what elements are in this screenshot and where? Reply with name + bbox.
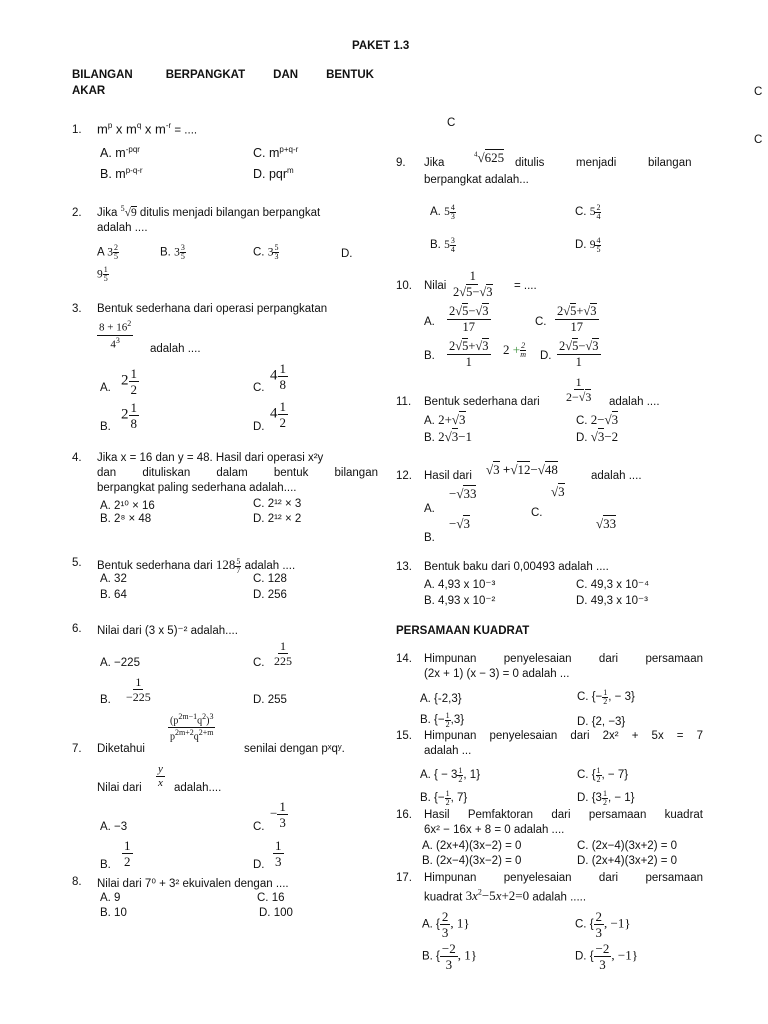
q6-number: 6. <box>72 623 82 635</box>
q10-option-a-value: $\frac{2√5-√3}{17}$ <box>449 304 489 334</box>
q1-option-d[interactable]: D. pqr$^m$ <box>253 166 294 182</box>
q16-stem-cont: 6x² − 16x + 8 = 0 adalah .... <box>424 824 565 836</box>
q17-option-a[interactable]: A. { $\frac{2}{3}$ , 1} <box>422 909 470 940</box>
q5-stem: Bentuk sederhana dari 128 $\frac{5}{7}$ adalah .... <box>97 557 296 576</box>
q17-option-d[interactable]: D. { $\frac{-2}{3}$ , −1} <box>575 941 638 972</box>
q3-option-b-value: 2 $\frac{1}{8}$ <box>121 400 137 431</box>
q13-number: 13. <box>396 561 412 573</box>
q2-option-b[interactable]: B. 3 $\frac{3}{5}$ <box>160 243 185 261</box>
q12-option-c-value: √33 <box>596 516 617 531</box>
q11-option-d[interactable]: D. √3−2 <box>576 429 619 444</box>
q16-number: 16. <box>396 809 412 821</box>
q4-number: 4. <box>72 452 82 464</box>
q6-option-d[interactable]: D. 255 <box>253 694 287 706</box>
q9-option-a[interactable]: A. 5 $\frac{4}{3}$ <box>430 203 455 221</box>
q16-option-c[interactable]: C. (2x−4)(3x+2) = 0 <box>577 840 678 852</box>
q3-fraction: $\frac{8 + 16^2}{4^3}$ <box>99 319 132 351</box>
q5-option-c[interactable]: C. 128 <box>253 573 287 585</box>
stray-letter: C <box>754 86 763 98</box>
q12-option-a-value: −√33 <box>449 486 477 501</box>
q7-option-b-value: $\frac{1}{2}$ <box>124 838 131 869</box>
q9-stem-b: ditulis <box>515 157 545 169</box>
q15-stem: Himpunan penyelesaian dari 2x² + 5x = 7 <box>424 730 703 742</box>
q13-option-c[interactable]: C. 49,3 x 10⁻⁴ <box>576 579 650 591</box>
q11-option-a[interactable]: A. 2+√3 <box>424 412 466 427</box>
q7-stem: Diketahui <box>97 743 145 755</box>
q1-option-b[interactable]: B. $m^{p-q-r}$ <box>100 166 143 182</box>
q10-option-b[interactable]: B. <box>424 350 435 362</box>
q10-expression: $\frac{1}{2√5-√3}$ <box>453 269 493 299</box>
q10-option-d-value: $\frac{2√5-√3}{1}$ <box>559 339 599 369</box>
q8-option-d[interactable]: D. 100 <box>259 907 293 919</box>
q7-option-c[interactable]: C. <box>253 821 265 833</box>
q10-stem-cont: = .... <box>514 280 537 292</box>
q9-option-d[interactable]: D. 9 $\frac{4}{5}$ <box>575 236 601 254</box>
q15-stem-cont: adalah ... <box>424 745 472 757</box>
q11-option-b[interactable]: B. 2√3−1 <box>424 429 473 444</box>
q7-stem-cont3: adalah.... <box>174 782 222 794</box>
q12-expression: √3 +√12−√48 <box>486 462 558 477</box>
q15-option-b[interactable]: B. {− $\frac{1}{2}$ , 7} <box>420 789 468 807</box>
q3-option-d-value: 4 $\frac{1}{2}$ <box>270 399 286 430</box>
q11-number: 11. <box>396 396 412 408</box>
section-heading-cont: AKAR <box>72 85 106 97</box>
q15-number: 15. <box>396 730 412 742</box>
q2-stem: Jika $^5$√9 ditulis menjadi bilangan berpangkat <box>97 204 321 219</box>
q8-stem: Nilai dari 7⁰ + 3² ekuivalen dengan .... <box>97 878 289 890</box>
q5-option-b[interactable]: B. 64 <box>100 589 127 601</box>
q12-stem-cont: adalah .... <box>591 470 642 482</box>
q7-option-a[interactable]: A. −3 <box>100 821 128 833</box>
q3-option-a-value: 2 $\frac{1}{2}$ <box>121 366 137 397</box>
q2-option-a[interactable]: A 3 $\frac{2}{5}$ <box>97 243 118 261</box>
q13-option-d[interactable]: D. 49,3 x 10⁻³ <box>576 595 648 607</box>
q17-stem: Himpunan penyelesaian dari persamaan <box>424 872 703 884</box>
q12-option-b[interactable]: B. <box>424 532 435 544</box>
q3-stem: Bentuk sederhana dari operasi perpangkatan <box>97 303 328 315</box>
section-heading: BILANGAN BERPANGKAT DAN BENTUK <box>72 69 374 81</box>
q10-option-c[interactable]: C. <box>535 316 547 328</box>
q8-option-c[interactable]: C. 16 <box>257 892 285 904</box>
q12-denominator: √3 <box>551 484 565 499</box>
q17-option-b[interactable]: B. { $\frac{-2}{3}$ , 1} <box>422 941 477 972</box>
q3-option-c-value: 4 $\frac{1}{8}$ <box>270 361 286 392</box>
q1-option-a[interactable]: A. $m^{-pqr}$ <box>100 145 140 161</box>
q7-stem-cont2: Nilai dari <box>97 782 142 794</box>
q7-option-d[interactable]: D. <box>253 859 265 871</box>
q11-expression: $\frac{1}{2-√3}$ <box>566 375 592 404</box>
q13-option-b[interactable]: B. 4,93 x 10⁻² <box>424 595 496 607</box>
q17-option-c[interactable]: C. { $\frac{2}{3}$ , −1} <box>575 909 631 940</box>
q7-option-b[interactable]: B. <box>100 859 111 871</box>
q7-option-d-value: $\frac{1}{3}$ <box>275 838 282 869</box>
q3-number: 3. <box>72 303 82 315</box>
q9-stem-c: menjadi <box>576 157 617 169</box>
q2-option-d[interactable]: D. <box>341 248 353 260</box>
q3-option-b[interactable]: B. <box>100 421 111 433</box>
q4-option-a[interactable]: A. 2¹⁰ × 16 <box>100 500 155 512</box>
q4-stem-cont: dan dituliskan dalam bentuk bilangan <box>97 467 378 479</box>
q7-ratio: $\frac{y}{x}$ <box>158 763 163 789</box>
q5-option-d[interactable]: D. 256 <box>253 589 287 601</box>
page-title: PAKET 1.3 <box>352 40 410 52</box>
q15-option-c[interactable]: C. { $\frac{1}{2}$ , − 7} <box>577 766 629 784</box>
q6-option-c[interactable]: C. <box>253 657 265 669</box>
q1-stem: $m^p$ x $m^q$ x $m^{-r}$ = .... <box>97 121 198 137</box>
q9-stem: Jika <box>424 157 445 169</box>
q2-stem-cont: adalah .... <box>97 222 148 234</box>
q7-expression: $\frac{(p^{2m-1}q^2)^3}{p^{2m+2}q^{2+m}}$ <box>170 712 214 743</box>
q14-option-a[interactable]: A. {-2,3} <box>420 693 462 705</box>
q16-option-d[interactable]: D. (2x+4)(3x+2) = 0 <box>577 855 678 867</box>
q10-option-b-value: $\frac{2√5+√3}{1}$ <box>449 339 489 369</box>
q16-stem: Hasil Pemfaktoran dari persamaan kuadrat <box>424 809 703 821</box>
q11-stem-cont: adalah .... <box>609 396 660 408</box>
q6-option-a[interactable]: A. −225 <box>100 657 140 669</box>
q10-stray: 2 + $\frac{2}{m}$ <box>503 341 526 360</box>
q3-option-c[interactable]: C. <box>253 382 265 394</box>
q10-number: 10. <box>396 280 412 292</box>
q14-stem-cont: (2x + 1) (x − 3) = 0 adalah ... <box>424 668 570 680</box>
q1-option-c[interactable]: C. $m^{p+q-r}$ <box>253 145 299 161</box>
q15-option-a[interactable]: A. { − 3 $\frac{1}{2}$ , 1} <box>420 766 481 784</box>
q9-stem-d: bilangan <box>648 157 692 169</box>
q3-option-d[interactable]: D. <box>253 421 265 433</box>
q10-option-d[interactable]: D. <box>540 350 552 362</box>
q16-option-b[interactable]: B. (2x−4)(3x−2) = 0 <box>422 855 522 867</box>
q2-option-d-value: 9 $\frac{1}{5}$ <box>97 265 108 283</box>
q8-option-b[interactable]: B. 10 <box>100 907 127 919</box>
q11-stem: Bentuk sederhana dari <box>424 396 540 408</box>
q8-number: 8. <box>72 876 82 888</box>
q9-stem-cont: berpangkat adalah... <box>424 174 529 186</box>
q5-number: 5. <box>72 557 82 569</box>
q13-option-a[interactable]: A. 4,93 x 10⁻³ <box>424 579 496 591</box>
q1-number: 1. <box>72 124 82 136</box>
q12-stem: Hasil dari <box>424 470 472 482</box>
q10-option-c-value: $\frac{2√5+√3}{17}$ <box>557 304 597 334</box>
q4-option-d[interactable]: D. 2¹² × 2 <box>253 513 302 525</box>
q12-option-b-value: −√3 <box>449 516 470 531</box>
section-heading-2: PERSAMAAN KUADRAT <box>396 625 530 637</box>
q4-option-b[interactable]: B. 2⁸ × 48 <box>100 513 152 525</box>
q6-option-b[interactable]: B. <box>100 694 111 706</box>
q2-option-c[interactable]: C. 3 $\frac{5}{3}$ <box>253 243 279 261</box>
q7-number: 7. <box>72 743 82 755</box>
q12-option-a[interactable]: A. <box>424 503 435 515</box>
q9-number: 9. <box>396 157 406 169</box>
q9-option-b[interactable]: B. 5 $\frac{3}{4}$ <box>430 236 455 254</box>
q12-number: 12. <box>396 470 412 482</box>
q14-option-c[interactable]: C. {− $\frac{1}{2}$ , − 3} <box>577 688 635 706</box>
q12-option-c[interactable]: C. <box>531 507 543 519</box>
q10-stem: Nilai <box>424 280 447 292</box>
q11-option-c[interactable]: C. 2−√3 <box>576 412 619 427</box>
q17-number: 17. <box>396 872 412 884</box>
q7-stem-cont: senilai dengan pˣqʸ. <box>244 743 345 755</box>
q3-stem-cont: adalah .... <box>150 343 201 355</box>
q6-option-c-value: $\frac{1}{225}$ <box>274 639 292 668</box>
q5-option-a[interactable]: A. 32 <box>100 573 127 585</box>
q10-option-a[interactable]: A. <box>424 316 435 328</box>
q7-option-c-value: − $\frac{1}{3}$ <box>270 799 286 830</box>
stray-letter: C <box>447 117 456 129</box>
q15-option-d[interactable]: D. {3 $\frac{1}{2}$ , − 1} <box>577 789 635 807</box>
q4-option-c[interactable]: C. 2¹² × 3 <box>253 498 302 510</box>
q14-stem: Himpunan penyelesaian dari persamaan <box>424 653 703 665</box>
q13-stem: Bentuk baku dari 0,00493 adalah .... <box>424 561 609 573</box>
q4-stem: Jika x = 16 dan y = 48. Hasil dari operasi x²y <box>97 452 324 464</box>
q2-number: 2. <box>72 207 82 219</box>
q14-option-b[interactable]: B. {− $\frac{1}{2}$ ,3} <box>420 711 465 729</box>
q9-option-c[interactable]: C. 5 $\frac{2}{4}$ <box>575 203 601 221</box>
q6-stem: Nilai dari (3 x 5)⁻² adalah.... <box>97 625 238 637</box>
q4-stem-cont2: berpangkat paling sederhana adalah.... <box>97 482 297 494</box>
q14-number: 14. <box>396 653 412 665</box>
q17-stem-cont: kuadrat $3x^2-5x+2=0$ adalah ..... <box>424 888 587 904</box>
q8-option-a[interactable]: A. 9 <box>100 892 121 904</box>
q9-radical: $^4$√625 <box>474 150 505 165</box>
q3-option-a[interactable]: A. <box>100 382 111 394</box>
q14-option-d[interactable]: D. {2, −3} <box>577 716 626 728</box>
q16-option-a[interactable]: A. (2x+4)(3x−2) = 0 <box>422 840 522 852</box>
q6-option-b-value: $\frac{1}{-225}$ <box>126 675 151 704</box>
stray-letter: C <box>754 134 763 146</box>
